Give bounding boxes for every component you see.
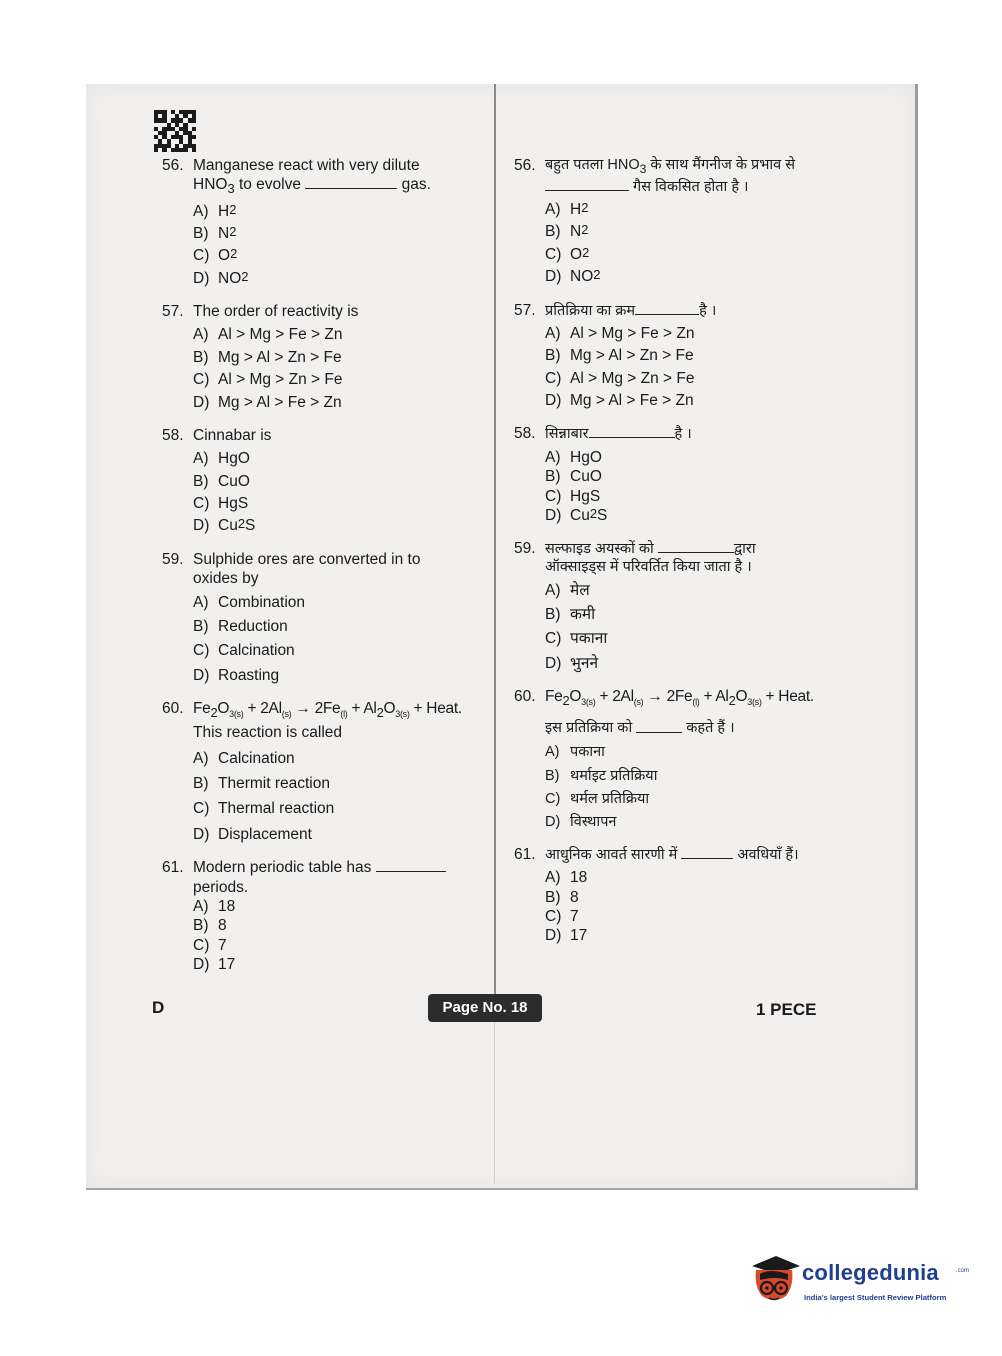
question-57-hi — [514, 301, 834, 411]
options-list — [193, 897, 482, 975]
option: A) HgO — [193, 450, 250, 468]
question-number: 61. — [514, 845, 536, 863]
question-number: 59. — [162, 550, 184, 568]
answer-blank — [589, 424, 675, 438]
options-list — [545, 324, 834, 411]
option: C) HgS — [545, 487, 601, 505]
question-number: 57. — [514, 301, 536, 319]
qr-code — [154, 110, 196, 152]
question-text: आधुनिक आवर्त सारणी में अवधियाँ हैं। — [545, 846, 799, 863]
option: D) 17 — [193, 956, 236, 974]
option: B) N 2 — [193, 223, 237, 242]
option: D) Cu 2 S — [193, 516, 256, 535]
question-59-en — [162, 550, 482, 685]
question-61-en — [162, 858, 482, 974]
options-list — [545, 448, 834, 526]
logo-domain-mark: .com — [956, 1268, 970, 1274]
option: B) थर्माइट प्रतिक्रिया — [545, 767, 658, 784]
english-column — [162, 156, 482, 988]
question-text: इस प्रतिक्रिया को कहते हैं । — [545, 720, 735, 737]
option: D) विस्थापन — [545, 813, 617, 830]
question-57-en — [162, 302, 482, 412]
option: D) Cu 2 S — [545, 505, 608, 524]
option: A) पकाना — [545, 744, 605, 761]
paper-code: 1 PECE — [756, 1000, 817, 1019]
page-number: Page No. 18 — [428, 994, 542, 1022]
option: A) 18 — [193, 897, 236, 915]
question-61-hi — [514, 845, 834, 946]
logo-wordmark: collegedunia — [802, 1260, 939, 1285]
series-letter: D — [152, 998, 165, 1017]
option: C) 7 — [193, 936, 227, 954]
question-60-en — [162, 699, 482, 844]
answer-blank — [305, 175, 397, 189]
option: C) HgS — [193, 495, 249, 513]
options-list — [545, 581, 834, 674]
option: C) 7 — [545, 908, 579, 926]
reaction-equation: $Fe_2O_{3(s)} + 2Al_{(s)} \to 2Fe_{(l)} + Al_2O_{3(s)}$ + Heat. — [545, 688, 814, 709]
option: C) Al > Mg > Zn > Fe — [193, 371, 343, 389]
question-60-hi — [514, 687, 834, 831]
option: B) CuO — [193, 472, 250, 490]
collegedunia-logo — [746, 1252, 972, 1312]
options-list — [545, 719, 834, 831]
option: D) Roasting — [193, 666, 280, 684]
options-list — [193, 449, 482, 536]
answer-blank — [545, 177, 629, 191]
option: B) कमी — [545, 605, 596, 623]
question-56-hi — [514, 156, 834, 287]
option: D) Mg > Al > Fe > Zn — [193, 393, 342, 411]
options-list — [193, 723, 482, 844]
option: A) H 2 — [545, 200, 589, 219]
option: C) Thermal reaction — [193, 800, 335, 818]
option: C) पकाना — [545, 630, 608, 648]
option: C) Al > Mg > Zn > Fe — [545, 369, 695, 387]
question-56-en — [162, 156, 482, 288]
option: A) Al > Mg > Fe > Zn — [545, 324, 695, 342]
question-text: बहुत पतला $HNO_3$ के साथ मैंगनीज के प्रभाव से गैस विकसित होता है । — [545, 157, 796, 195]
column-divider-lower — [494, 1014, 495, 1184]
option: A) HgO — [545, 448, 602, 466]
question-text: This reaction is called — [193, 724, 343, 742]
question-text: सिन्नाबार है । — [545, 426, 692, 443]
option: D) NO 2 — [545, 267, 601, 286]
question-text: सल्फाइड अयस्कों को द्वारा ऑक्साइड्स में परिवर्तित किया जाता है । — [545, 541, 756, 576]
question-number: 60. — [514, 688, 536, 706]
reaction-equation: $Fe_2O_{3(s)} + 2Al_{(s)} \to 2Fe_{(l)} + Al_2O_{3(s)}$ + Heat. — [193, 700, 462, 721]
question-58-en — [162, 426, 482, 536]
option: B) 8 — [545, 888, 579, 906]
question-number: 58. — [162, 426, 184, 444]
option: B) Reduction — [193, 617, 288, 635]
answer-blank — [635, 301, 699, 315]
option: D) भुनने — [545, 654, 599, 672]
answer-blank — [681, 845, 733, 859]
question-text: The order of reactivity is — [193, 303, 359, 321]
option: B) Mg > Al > Zn > Fe — [193, 348, 342, 366]
question-number: 61. — [162, 859, 184, 877]
question-number: 58. — [514, 425, 536, 443]
option: D) NO 2 — [193, 268, 249, 287]
logo-tagline: India's largest Student Review Platform — [804, 1293, 947, 1302]
question-58-hi — [514, 424, 834, 525]
question-number: 56. — [162, 157, 184, 174]
question-number: 59. — [514, 540, 536, 558]
option: D) Mg > Al > Fe > Zn — [545, 392, 694, 410]
exam-page — [86, 84, 918, 1190]
option: D) 17 — [545, 927, 588, 945]
option: A) Combination — [193, 593, 306, 611]
option: C) Calcination — [193, 642, 295, 660]
question-number: 60. — [162, 700, 184, 718]
question-text: प्रतिक्रिया का क्रम है । — [545, 302, 717, 319]
question-59-hi — [514, 539, 834, 673]
option: A) 18 — [545, 869, 588, 887]
options-list — [193, 593, 482, 686]
option: B) Mg > Al > Zn > Fe — [545, 347, 694, 365]
answer-blank — [636, 719, 682, 733]
option: B) 8 — [193, 917, 227, 935]
options-list — [193, 202, 482, 289]
mascot-icon — [746, 1252, 802, 1308]
option: D) Displacement — [193, 825, 312, 843]
question-number: 56. — [514, 157, 536, 174]
hindi-column — [514, 156, 834, 960]
question-text: Modern periodic table has periods. — [193, 858, 482, 897]
option: A) मेल — [545, 581, 590, 599]
question-number: 57. — [162, 303, 184, 321]
options-list — [193, 325, 482, 412]
option: B) N 2 — [545, 222, 589, 241]
options-list — [545, 200, 834, 287]
option: C) O 2 — [193, 246, 238, 265]
question-text: Sulphide ores are converted in to oxides by — [193, 550, 421, 588]
option: A) H 2 — [193, 201, 237, 220]
option: B) CuO — [545, 468, 602, 486]
option: C) O 2 — [545, 244, 590, 263]
option: C) थर्मल प्रतिक्रिया — [545, 790, 650, 807]
options-list — [545, 868, 834, 946]
option: B) Thermit reaction — [193, 775, 330, 793]
answer-blank — [658, 539, 734, 553]
question-text: Manganese react with very dilute $HNO_3$ to evolve gas. — [193, 157, 431, 197]
answer-blank — [376, 858, 446, 872]
option: A) Calcination — [193, 749, 295, 767]
question-text: Cinnabar is — [193, 426, 272, 444]
column-divider — [494, 84, 496, 1004]
option: A) Al > Mg > Fe > Zn — [193, 326, 343, 344]
